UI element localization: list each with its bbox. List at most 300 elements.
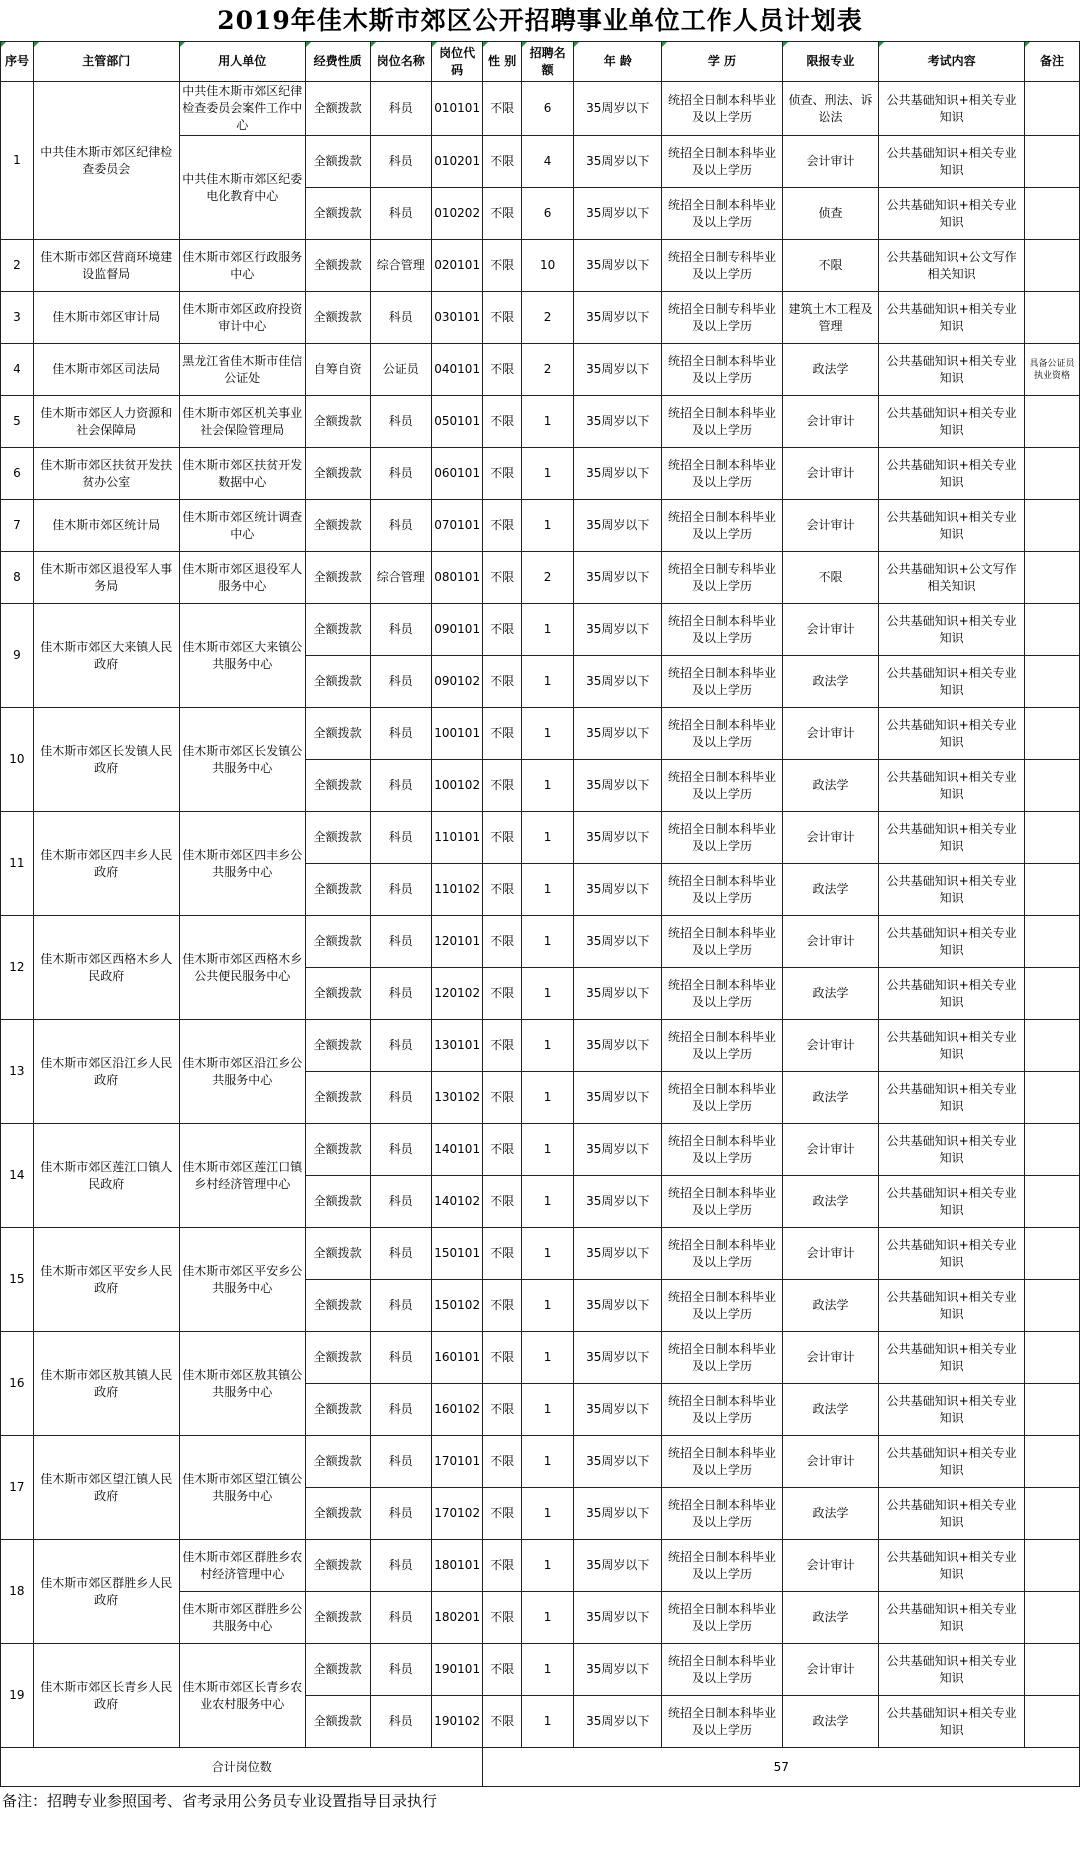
education-cell: 统招全日制本科毕业及以上学历 <box>662 1020 783 1072</box>
post-name-cell: 科员 <box>370 1020 431 1072</box>
quota-cell: 1 <box>521 656 574 708</box>
department-cell: 佳木斯市郊区统计局 <box>33 500 179 552</box>
remark-cell <box>1025 136 1080 188</box>
post-code-cell: 090101 <box>431 604 483 656</box>
gender-cell: 不限 <box>483 1540 521 1592</box>
post-code-cell: 120101 <box>431 916 483 968</box>
gender-cell: 不限 <box>483 82 521 136</box>
remark-cell <box>1025 500 1080 552</box>
table-row <box>1 82 1080 136</box>
post-code-cell: 130102 <box>431 1072 483 1124</box>
exam-content-cell: 公共基础知识+相关专业知识 <box>879 82 1025 136</box>
major-cell: 会计审计 <box>782 1020 878 1072</box>
employer-cell: 黑龙江省佳木斯市佳信公证处 <box>179 344 305 396</box>
table-row <box>1 604 1080 656</box>
major-cell: 政法学 <box>782 344 878 396</box>
quota-cell: 1 <box>521 396 574 448</box>
gender-cell: 不限 <box>483 1228 521 1280</box>
table-row <box>1 1436 1080 1488</box>
gender-cell: 不限 <box>483 448 521 500</box>
education-cell: 统招全日制本科毕业及以上学历 <box>662 760 783 812</box>
exam-content-cell: 公共基础知识+公文写作相关知识 <box>879 240 1025 292</box>
education-cell: 统招全日制本科毕业及以上学历 <box>662 1228 783 1280</box>
gender-cell: 不限 <box>483 1280 521 1332</box>
gender-cell: 不限 <box>483 916 521 968</box>
post-name-cell: 公证员 <box>370 344 431 396</box>
remark-cell <box>1025 812 1080 864</box>
funding-cell: 全额拨款 <box>305 1436 370 1488</box>
gender-cell: 不限 <box>483 1124 521 1176</box>
major-cell: 不限 <box>782 240 878 292</box>
department-cell: 佳木斯市郊区四丰乡人民政府 <box>33 812 179 916</box>
row-number-cell: 19 <box>1 1644 34 1748</box>
row-number-cell: 4 <box>1 344 34 396</box>
post-name-cell: 科员 <box>370 448 431 500</box>
education-cell: 统招全日制本科毕业及以上学历 <box>662 1644 783 1696</box>
gender-cell: 不限 <box>483 1436 521 1488</box>
gender-cell: 不限 <box>483 1644 521 1696</box>
table-row <box>1 344 1080 396</box>
education-cell: 统招全日制本科毕业及以上学历 <box>662 1592 783 1644</box>
header-cell: 备注 <box>1025 42 1080 82</box>
funding-cell: 全额拨款 <box>305 1384 370 1436</box>
exam-content-cell: 公共基础知识+相关专业知识 <box>879 292 1025 344</box>
remark-cell <box>1025 188 1080 240</box>
quota-cell: 1 <box>521 1072 574 1124</box>
exam-content-cell: 公共基础知识+公文写作相关知识 <box>879 552 1025 604</box>
post-name-cell: 科员 <box>370 188 431 240</box>
post-code-cell: 090102 <box>431 656 483 708</box>
header-cell: 年 龄 <box>574 42 662 82</box>
post-code-cell: 170102 <box>431 1488 483 1540</box>
table-header-row <box>1 42 1080 82</box>
post-code-cell: 070101 <box>431 500 483 552</box>
exam-content-cell: 公共基础知识+相关专业知识 <box>879 1488 1025 1540</box>
post-code-cell: 040101 <box>431 344 483 396</box>
employer-cell: 佳木斯市郊区大来镇公共服务中心 <box>179 604 305 708</box>
remark-cell <box>1025 864 1080 916</box>
post-name-cell: 科员 <box>370 82 431 136</box>
post-code-cell: 100102 <box>431 760 483 812</box>
row-number-cell: 10 <box>1 708 34 812</box>
age-cell: 35周岁以下 <box>574 864 662 916</box>
funding-cell: 全额拨款 <box>305 1228 370 1280</box>
post-code-cell: 150101 <box>431 1228 483 1280</box>
funding-cell: 全额拨款 <box>305 1488 370 1540</box>
remark-cell <box>1025 1020 1080 1072</box>
department-cell: 佳木斯市郊区沿江乡人民政府 <box>33 1020 179 1124</box>
remark-cell <box>1025 1072 1080 1124</box>
major-cell: 政法学 <box>782 1488 878 1540</box>
exam-content-cell: 公共基础知识+相关专业知识 <box>879 1592 1025 1644</box>
row-number-cell: 8 <box>1 552 34 604</box>
education-cell: 统招全日制本科毕业及以上学历 <box>662 1332 783 1384</box>
education-cell: 统招全日制本科毕业及以上学历 <box>662 500 783 552</box>
age-cell: 35周岁以下 <box>574 604 662 656</box>
major-cell: 会计审计 <box>782 1644 878 1696</box>
age-cell: 35周岁以下 <box>574 1384 662 1436</box>
quota-cell: 1 <box>521 1488 574 1540</box>
employer-cell: 佳木斯市郊区四丰乡公共服务中心 <box>179 812 305 916</box>
quota-cell: 2 <box>521 292 574 344</box>
header-cell: 学 历 <box>662 42 783 82</box>
department-cell: 中共佳木斯市郊区纪律检查委员会 <box>33 82 179 240</box>
gender-cell: 不限 <box>483 1176 521 1228</box>
exam-content-cell: 公共基础知识+相关专业知识 <box>879 448 1025 500</box>
department-cell: 佳木斯市郊区人力资源和社会保障局 <box>33 396 179 448</box>
funding-cell: 全额拨款 <box>305 396 370 448</box>
major-cell: 不限 <box>782 552 878 604</box>
exam-content-cell: 公共基础知识+相关专业知识 <box>879 1384 1025 1436</box>
gender-cell: 不限 <box>483 656 521 708</box>
gender-cell: 不限 <box>483 240 521 292</box>
exam-content-cell: 公共基础知识+相关专业知识 <box>879 136 1025 188</box>
gender-cell: 不限 <box>483 500 521 552</box>
education-cell: 统招全日制本科毕业及以上学历 <box>662 1280 783 1332</box>
remark-cell <box>1025 448 1080 500</box>
header-cell: 序号 <box>1 42 34 82</box>
major-cell: 会计审计 <box>782 1436 878 1488</box>
major-cell: 会计审计 <box>782 1540 878 1592</box>
gender-cell: 不限 <box>483 968 521 1020</box>
gender-cell: 不限 <box>483 552 521 604</box>
age-cell: 35周岁以下 <box>574 968 662 1020</box>
age-cell: 35周岁以下 <box>574 1540 662 1592</box>
exam-content-cell: 公共基础知识+相关专业知识 <box>879 708 1025 760</box>
department-cell: 佳木斯市郊区长青乡人民政府 <box>33 1644 179 1748</box>
table-row <box>1 240 1080 292</box>
remark-cell <box>1025 552 1080 604</box>
funding-cell: 全额拨款 <box>305 760 370 812</box>
post-name-cell: 科员 <box>370 1176 431 1228</box>
post-code-cell: 140102 <box>431 1176 483 1228</box>
post-code-cell: 170101 <box>431 1436 483 1488</box>
post-code-cell: 190102 <box>431 1696 483 1748</box>
major-cell: 政法学 <box>782 1280 878 1332</box>
post-name-cell: 科员 <box>370 916 431 968</box>
age-cell: 35周岁以下 <box>574 708 662 760</box>
age-cell: 35周岁以下 <box>574 396 662 448</box>
department-cell: 佳木斯市郊区营商环境建设监督局 <box>33 240 179 292</box>
major-cell: 政法学 <box>782 1384 878 1436</box>
quota-cell: 1 <box>521 1436 574 1488</box>
funding-cell: 全额拨款 <box>305 82 370 136</box>
remark-cell <box>1025 656 1080 708</box>
table-row <box>1 1644 1080 1696</box>
department-cell: 佳木斯市郊区平安乡人民政府 <box>33 1228 179 1332</box>
funding-cell: 全额拨款 <box>305 656 370 708</box>
education-cell: 统招全日制专科毕业及以上学历 <box>662 552 783 604</box>
table-row <box>1 396 1080 448</box>
exam-content-cell: 公共基础知识+相关专业知识 <box>879 1072 1025 1124</box>
exam-content-cell: 公共基础知识+相关专业知识 <box>879 864 1025 916</box>
row-number-cell: 14 <box>1 1124 34 1228</box>
quota-cell: 1 <box>521 864 574 916</box>
exam-content-cell: 公共基础知识+相关专业知识 <box>879 968 1025 1020</box>
employer-cell: 佳木斯市郊区扶贫开发数据中心 <box>179 448 305 500</box>
remark-cell: 具备公证员执业资格 <box>1025 344 1080 396</box>
funding-cell: 全额拨款 <box>305 1644 370 1696</box>
gender-cell: 不限 <box>483 864 521 916</box>
total-row <box>1 1748 1080 1787</box>
remark-cell <box>1025 1124 1080 1176</box>
remark-cell <box>1025 1696 1080 1748</box>
post-name-cell: 科员 <box>370 968 431 1020</box>
exam-content-cell: 公共基础知识+相关专业知识 <box>879 396 1025 448</box>
age-cell: 35周岁以下 <box>574 1228 662 1280</box>
header-cell: 考试内容 <box>879 42 1025 82</box>
employer-cell: 佳木斯市郊区敖其镇公共服务中心 <box>179 1332 305 1436</box>
exam-content-cell: 公共基础知识+相关专业知识 <box>879 1644 1025 1696</box>
quota-cell: 1 <box>521 1384 574 1436</box>
age-cell: 35周岁以下 <box>574 500 662 552</box>
employer-cell: 佳木斯市郊区莲江口镇乡村经济管理中心 <box>179 1124 305 1228</box>
quota-cell: 1 <box>521 968 574 1020</box>
remark-cell <box>1025 1384 1080 1436</box>
employer-cell: 佳木斯市郊区群胜乡公共服务中心 <box>179 1592 305 1644</box>
funding-cell: 自筹自资 <box>305 344 370 396</box>
employer-cell: 佳木斯市郊区长青乡农业农村服务中心 <box>179 1644 305 1748</box>
age-cell: 35周岁以下 <box>574 1488 662 1540</box>
row-number-cell: 17 <box>1 1436 34 1540</box>
funding-cell: 全额拨款 <box>305 1020 370 1072</box>
major-cell: 政法学 <box>782 1072 878 1124</box>
remark-cell <box>1025 1488 1080 1540</box>
age-cell: 35周岁以下 <box>574 1696 662 1748</box>
remark-cell <box>1025 1540 1080 1592</box>
age-cell: 35周岁以下 <box>574 1124 662 1176</box>
header-cell: 用人单位 <box>179 42 305 82</box>
age-cell: 35周岁以下 <box>574 1280 662 1332</box>
total-value: 57 <box>483 1748 1080 1787</box>
remark-cell <box>1025 1280 1080 1332</box>
remark-cell <box>1025 82 1080 136</box>
post-name-cell: 科员 <box>370 604 431 656</box>
education-cell: 统招全日制本科毕业及以上学历 <box>662 1124 783 1176</box>
quota-cell: 10 <box>521 240 574 292</box>
education-cell: 统招全日制本科毕业及以上学历 <box>662 448 783 500</box>
education-cell: 统招全日制本科毕业及以上学历 <box>662 1072 783 1124</box>
major-cell: 会计审计 <box>782 396 878 448</box>
quota-cell: 2 <box>521 552 574 604</box>
gender-cell: 不限 <box>483 604 521 656</box>
post-name-cell: 科员 <box>370 1644 431 1696</box>
department-cell: 佳木斯市郊区司法局 <box>33 344 179 396</box>
education-cell: 统招全日制本科毕业及以上学历 <box>662 136 783 188</box>
major-cell: 会计审计 <box>782 812 878 864</box>
exam-content-cell: 公共基础知识+相关专业知识 <box>879 188 1025 240</box>
employer-cell: 佳木斯市郊区政府投资审计中心 <box>179 292 305 344</box>
row-number-cell: 12 <box>1 916 34 1020</box>
age-cell: 35周岁以下 <box>574 344 662 396</box>
remark-cell <box>1025 1644 1080 1696</box>
post-name-cell: 科员 <box>370 396 431 448</box>
major-cell: 侦查 <box>782 188 878 240</box>
quota-cell: 1 <box>521 1176 574 1228</box>
post-name-cell: 科员 <box>370 1332 431 1384</box>
remark-cell <box>1025 1228 1080 1280</box>
post-code-cell: 030101 <box>431 292 483 344</box>
funding-cell: 全额拨款 <box>305 968 370 1020</box>
education-cell: 统招全日制本科毕业及以上学历 <box>662 1696 783 1748</box>
quota-cell: 6 <box>521 188 574 240</box>
remark-cell <box>1025 968 1080 1020</box>
table-row <box>1 1020 1080 1072</box>
funding-cell: 全额拨款 <box>305 188 370 240</box>
funding-cell: 全额拨款 <box>305 708 370 760</box>
post-code-cell: 150102 <box>431 1280 483 1332</box>
department-cell: 佳木斯市郊区退役军人事务局 <box>33 552 179 604</box>
post-name-cell: 科员 <box>370 864 431 916</box>
post-name-cell: 综合管理 <box>370 552 431 604</box>
quota-cell: 1 <box>521 760 574 812</box>
education-cell: 统招全日制本科毕业及以上学历 <box>662 968 783 1020</box>
major-cell: 会计审计 <box>782 448 878 500</box>
post-code-cell: 160102 <box>431 1384 483 1436</box>
age-cell: 35周岁以下 <box>574 812 662 864</box>
exam-content-cell: 公共基础知识+相关专业知识 <box>879 1540 1025 1592</box>
age-cell: 35周岁以下 <box>574 448 662 500</box>
post-name-cell: 科员 <box>370 1436 431 1488</box>
exam-content-cell: 公共基础知识+相关专业知识 <box>879 1124 1025 1176</box>
department-cell: 佳木斯市郊区群胜乡人民政府 <box>33 1540 179 1644</box>
department-cell: 佳木斯市郊区望江镇人民政府 <box>33 1436 179 1540</box>
education-cell: 统招全日制本科毕业及以上学历 <box>662 604 783 656</box>
education-cell: 统招全日制本科毕业及以上学历 <box>662 1384 783 1436</box>
post-code-cell: 110101 <box>431 812 483 864</box>
post-code-cell: 160101 <box>431 1332 483 1384</box>
row-number-cell: 11 <box>1 812 34 916</box>
remark-cell <box>1025 292 1080 344</box>
exam-content-cell: 公共基础知识+相关专业知识 <box>879 344 1025 396</box>
major-cell: 建筑土木工程及管理 <box>782 292 878 344</box>
quota-cell: 1 <box>521 708 574 760</box>
age-cell: 35周岁以下 <box>574 760 662 812</box>
post-code-cell: 010202 <box>431 188 483 240</box>
age-cell: 35周岁以下 <box>574 1332 662 1384</box>
major-cell: 政法学 <box>782 1176 878 1228</box>
age-cell: 35周岁以下 <box>574 1072 662 1124</box>
department-cell: 佳木斯市郊区敖其镇人民政府 <box>33 1332 179 1436</box>
education-cell: 统招全日制本科毕业及以上学历 <box>662 812 783 864</box>
age-cell: 35周岁以下 <box>574 1644 662 1696</box>
major-cell: 政法学 <box>782 864 878 916</box>
funding-cell: 全额拨款 <box>305 240 370 292</box>
post-name-cell: 科员 <box>370 1124 431 1176</box>
education-cell: 统招全日制本科毕业及以上学历 <box>662 1436 783 1488</box>
gender-cell: 不限 <box>483 1384 521 1436</box>
quota-cell: 1 <box>521 1228 574 1280</box>
quota-cell: 1 <box>521 448 574 500</box>
remark-cell <box>1025 916 1080 968</box>
post-code-cell: 180101 <box>431 1540 483 1592</box>
education-cell: 统招全日制本科毕业及以上学历 <box>662 916 783 968</box>
funding-cell: 全额拨款 <box>305 500 370 552</box>
employer-cell: 佳木斯市郊区机关事业社会保险管理局 <box>179 396 305 448</box>
post-code-cell: 180201 <box>431 1592 483 1644</box>
gender-cell: 不限 <box>483 1488 521 1540</box>
table-row <box>1 292 1080 344</box>
funding-cell: 全额拨款 <box>305 812 370 864</box>
exam-content-cell: 公共基础知识+相关专业知识 <box>879 656 1025 708</box>
table-row <box>1 916 1080 968</box>
post-name-cell: 科员 <box>370 500 431 552</box>
gender-cell: 不限 <box>483 344 521 396</box>
exam-content-cell: 公共基础知识+相关专业知识 <box>879 1696 1025 1748</box>
post-name-cell: 科员 <box>370 1072 431 1124</box>
funding-cell: 全额拨款 <box>305 448 370 500</box>
quota-cell: 1 <box>521 1696 574 1748</box>
post-code-cell: 120102 <box>431 968 483 1020</box>
exam-content-cell: 公共基础知识+相关专业知识 <box>879 760 1025 812</box>
exam-content-cell: 公共基础知识+相关专业知识 <box>879 500 1025 552</box>
quota-cell: 4 <box>521 136 574 188</box>
major-cell: 会计审计 <box>782 136 878 188</box>
quota-cell: 1 <box>521 500 574 552</box>
table-row <box>1 1332 1080 1384</box>
quota-cell: 1 <box>521 1332 574 1384</box>
row-number-cell: 13 <box>1 1020 34 1124</box>
employer-cell: 佳木斯市郊区统计调查中心 <box>179 500 305 552</box>
department-cell: 佳木斯市郊区长发镇人民政府 <box>33 708 179 812</box>
table-row <box>1 1124 1080 1176</box>
gender-cell: 不限 <box>483 1332 521 1384</box>
education-cell: 统招全日制专科毕业及以上学历 <box>662 240 783 292</box>
post-name-cell: 科员 <box>370 1488 431 1540</box>
post-code-cell: 130101 <box>431 1020 483 1072</box>
major-cell: 政法学 <box>782 1696 878 1748</box>
post-code-cell: 080101 <box>431 552 483 604</box>
funding-cell: 全额拨款 <box>305 552 370 604</box>
gender-cell: 不限 <box>483 812 521 864</box>
age-cell: 35周岁以下 <box>574 1020 662 1072</box>
header-cell: 经费性质 <box>305 42 370 82</box>
funding-cell: 全额拨款 <box>305 1072 370 1124</box>
post-code-cell: 060101 <box>431 448 483 500</box>
remark-cell <box>1025 1436 1080 1488</box>
post-name-cell: 科员 <box>370 136 431 188</box>
row-number-cell: 5 <box>1 396 34 448</box>
department-cell: 佳木斯市郊区扶贫开发扶贫办公室 <box>33 448 179 500</box>
header-cell: 招聘名额 <box>521 42 574 82</box>
gender-cell: 不限 <box>483 396 521 448</box>
education-cell: 统招全日制本科毕业及以上学历 <box>662 656 783 708</box>
post-code-cell: 110102 <box>431 864 483 916</box>
funding-cell: 全额拨款 <box>305 604 370 656</box>
funding-cell: 全额拨款 <box>305 916 370 968</box>
header-cell: 岗位名称 <box>370 42 431 82</box>
major-cell: 会计审计 <box>782 916 878 968</box>
table-row <box>1 552 1080 604</box>
post-name-cell: 综合管理 <box>370 240 431 292</box>
post-name-cell: 科员 <box>370 656 431 708</box>
table-row <box>1 448 1080 500</box>
post-name-cell: 科员 <box>370 812 431 864</box>
employer-cell: 佳木斯市郊区长发镇公共服务中心 <box>179 708 305 812</box>
header-cell: 限报专业 <box>782 42 878 82</box>
quota-cell: 1 <box>521 1020 574 1072</box>
funding-cell: 全额拨款 <box>305 1332 370 1384</box>
employer-cell: 佳木斯市郊区望江镇公共服务中心 <box>179 1436 305 1540</box>
post-name-cell: 科员 <box>370 1384 431 1436</box>
department-cell: 佳木斯市郊区审计局 <box>33 292 179 344</box>
row-number-cell: 3 <box>1 292 34 344</box>
post-name-cell: 科员 <box>370 1540 431 1592</box>
exam-content-cell: 公共基础知识+相关专业知识 <box>879 1176 1025 1228</box>
education-cell: 统招全日制本科毕业及以上学历 <box>662 344 783 396</box>
quota-cell: 1 <box>521 1644 574 1696</box>
exam-content-cell: 公共基础知识+相关专业知识 <box>879 604 1025 656</box>
